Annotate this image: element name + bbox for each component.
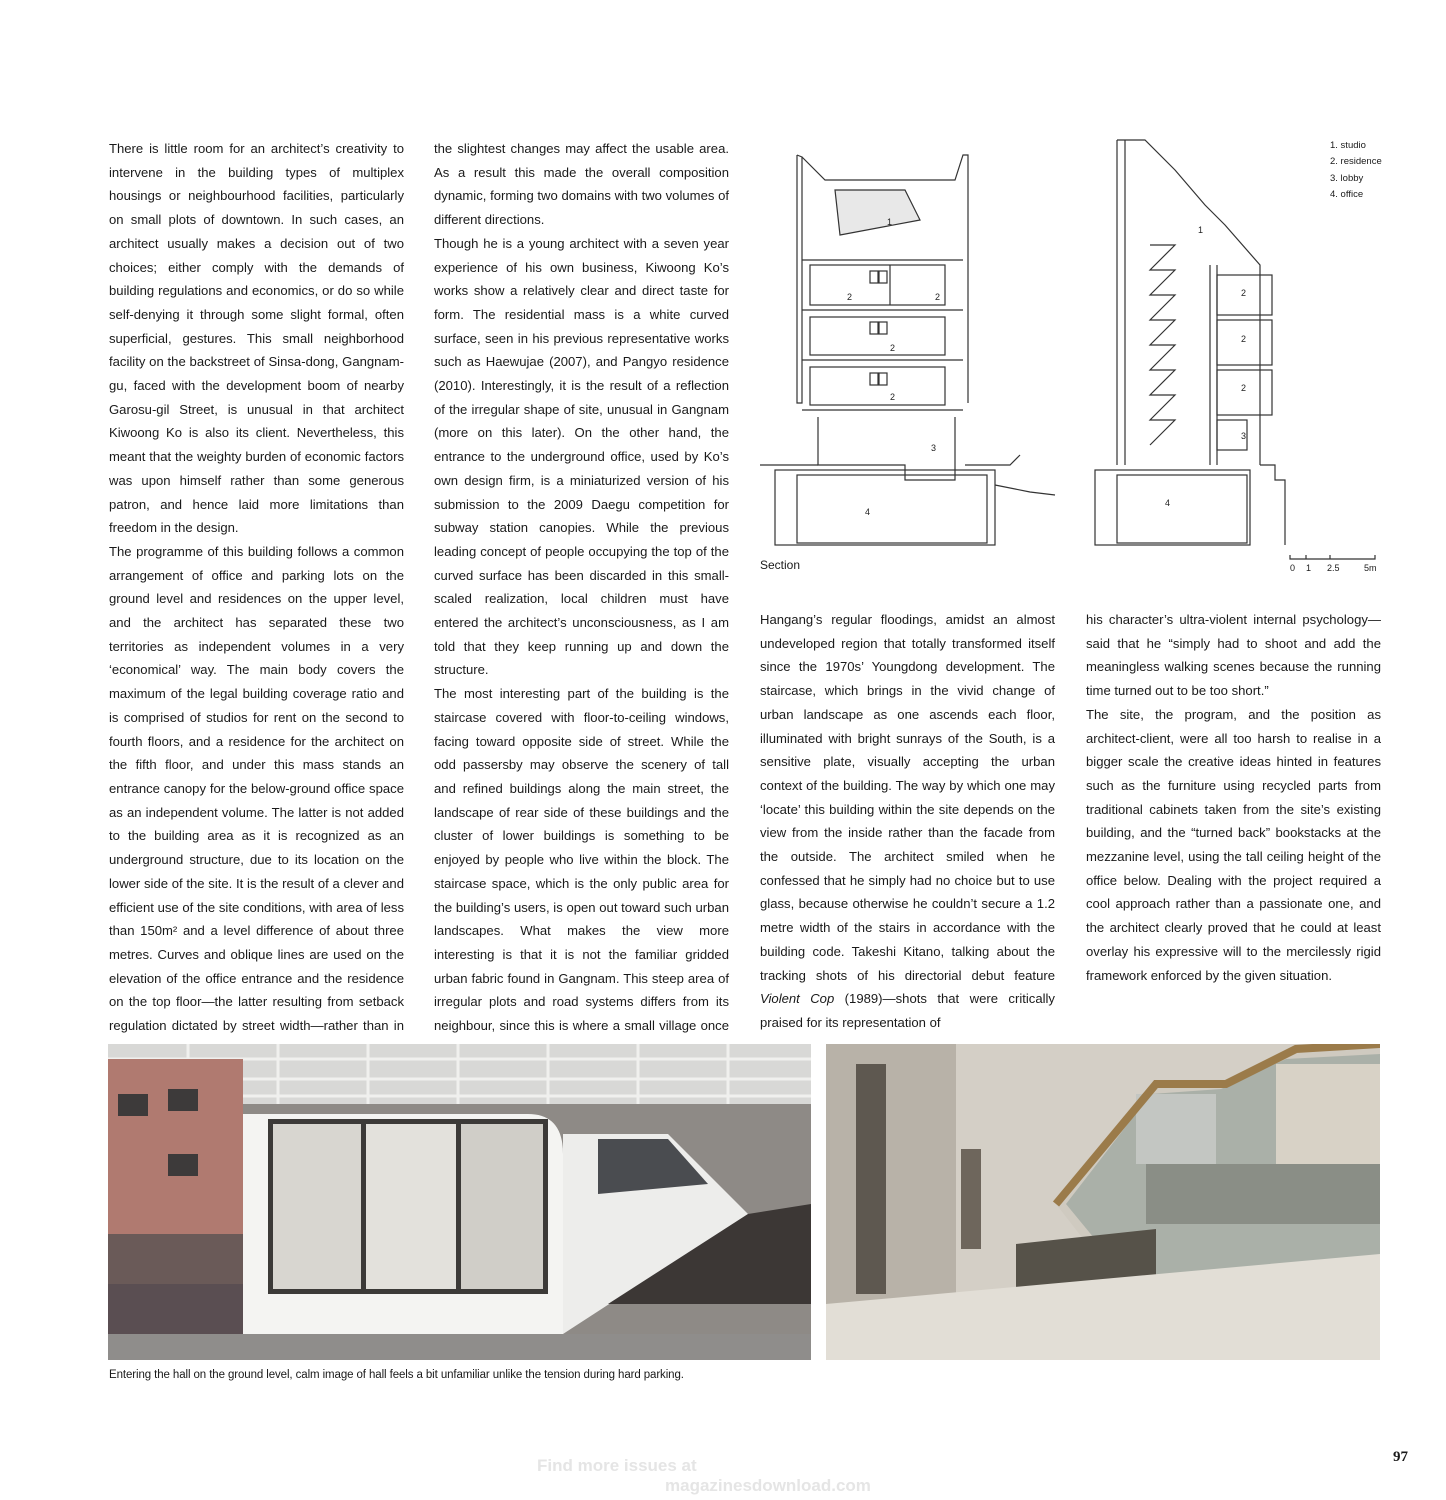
room-label-a-6: 3 bbox=[931, 443, 937, 453]
paragraph: The site, the program, and the position as architect-client, were all too harsh to realise in a bigger scale the creative ideas hinted in features such as the furniture using recycled parts from traditional cabinets taken from the site’s existing building, and the “turned back” bookstacks at the mezzanine level, using the tall ceiling height of the office below. Dealing with the project required a cool approach rather than a passionate one, and the architect clearly proved that he could at least overlay his expressive will to the mercilessly rigid framework enforced by the given situation. bbox=[1086, 706, 1381, 983]
room-label-b-6: 4 bbox=[1165, 498, 1171, 508]
paragraph: There is little room for an architect’s creativity to intervene in the building types of multiplex housings or neighbourhood facilities, particularly on small plots of downtown. In such cases, an architect usually makes a decision out of two choices; either comply with the demands of building regulations and economics, or do so while self-denying it through some slight formal, often superficial, gestures. This small neighborhood facility on the backstreet of Sinsa-dong, Gangnam-gu, faced with the development boom of nearby Garosu-gil Street, is unusual in that architect Kiwoong Ko is also its client. Nevertheless, this meant that the weighty burden of economic factors was upon himself rather than some generous patron, and hence laid more limitations than freedom in the design. bbox=[109, 141, 404, 536]
text-column-2 bbox=[434, 137, 729, 1061]
scale-tick-label: 0 bbox=[1290, 563, 1296, 573]
photo-caption: Entering the hall on the ground level, calm image of hall feels a bit unfamiliar unlike the tension during hard parking. bbox=[109, 1369, 684, 1381]
paragraph: the slightest changes may affect the usable area. As a result this made the overall composition dynamic, forming two domains with two volumes of different directions. bbox=[434, 141, 729, 228]
room-label-a-4: 2 bbox=[890, 343, 896, 353]
room-label-a-1: 1 bbox=[887, 217, 893, 227]
paragraph: The most interesting part of the building is the staircase covered with floor-to-ceiling windows, facing toward opposite side of street. While the odd passersby may observe the scenery of tall and refined buildings along the main street, the landscape of rear side of these buildings and the cluster of lower buildings is something to be enjoyed by people who live within the block. The staircase space, which is the only public area for the building’s users, is open out toward such urban landscapes. What makes the view more interesting is that it is not the familiar gridded urban fabric found in Gangnam. This steep area of irregular plots and road systems differs from its neighbour, since this is where a small village once bbox=[434, 686, 729, 1034]
legend-item: 2. residence bbox=[1330, 156, 1382, 168]
paragraph-text: Hangang’s regular floodings, amidst an almost undeveloped region that totally transformed itself since the 1970s’ Youngdong development. The staircase, which brings in the vivid change of urban landscape as one ascends each floor, illuminated with bright sunrays of the South, is a sensitive plate, visually accepting the urban context of the building. The way by which one may ‘locate’ this building within the site depends on the view from the inside rather than the facade from the outside. The architect smiled when he confessed that he simply had no choice but to use glass, because otherwise he couldn’t secure a 1.2 metre width of the stairs in accordance with the building code. Takeshi Kitano, talking about the tracking shots of his directorial debut feature bbox=[760, 612, 1055, 983]
room-label-b-5: 3 bbox=[1241, 431, 1247, 441]
room-label-a-2: 2 bbox=[847, 292, 853, 302]
scale-tick-label: 2.5 bbox=[1327, 563, 1340, 573]
room-label-a-5: 2 bbox=[890, 392, 896, 402]
legend-item: 1. studio bbox=[1330, 140, 1366, 151]
room-label-b-1: 1 bbox=[1198, 225, 1204, 235]
paragraph: Though he is a young architect with a seven year experience of his own business, Kiwoong Ko’s works show a relatively clear and direct taste for form. The residential mass is a white curved surface, seen in his previous representative works such as Haewujae (2007), and Pangyo residence (2010). Interestingly, it is the result of a reflection of the irregular shape of site, unusual in Gangnam (more on this later). On the other hand, the entrance to the underground office, used by Ko’s own design firm, is a miniaturized version of his submission to the 2009 Daegu competition for subway station canopies. While the previous leading concept of people occupying the top of the curved surface has been discarded in this small-scaled realization, local children must have entered the architect’s unconsciousness, as I am told that they keep running up and down the structure. bbox=[434, 235, 729, 678]
text-column-1 bbox=[109, 137, 404, 1061]
watermark-line-1: Find more issues at bbox=[537, 1456, 697, 1475]
drawing-legend bbox=[1330, 138, 1382, 203]
text-column-4 bbox=[1086, 608, 1381, 987]
legend-item: 4. office bbox=[1330, 188, 1364, 200]
room-label-a-7: 4 bbox=[865, 507, 871, 517]
scale-tick-label: 5m bbox=[1364, 563, 1377, 573]
paragraph bbox=[760, 608, 1055, 1035]
room-label-a-3: 2 bbox=[935, 292, 941, 302]
photo-staircase-window bbox=[826, 1044, 1380, 1360]
room-label-b-2: 2 bbox=[1241, 288, 1247, 298]
paragraph-tail: (1989)—shots that were critically praised for its representation of bbox=[760, 991, 1055, 1030]
watermark bbox=[537, 1456, 871, 1496]
paragraph: his character’s ultra-violent internal psychology—said that he “simply had to shoot and add the meaningless walking scenes because the running time turned out to be too short.” bbox=[1086, 612, 1381, 699]
film-title: Violent Cop bbox=[760, 991, 835, 1007]
text-column-3 bbox=[760, 608, 1055, 1035]
page-number: 97 bbox=[1393, 1449, 1408, 1465]
legend-item: 3. lobby bbox=[1330, 172, 1364, 184]
scale-tick-label: 1 bbox=[1306, 563, 1312, 573]
section-drawing bbox=[755, 135, 1395, 585]
photo-entrance-hall bbox=[108, 1044, 811, 1360]
room-label-b-4: 2 bbox=[1241, 383, 1247, 393]
watermark-line-2: magazinesdownload.com bbox=[665, 1476, 871, 1495]
room-label-b-3: 2 bbox=[1241, 334, 1247, 344]
paragraph: The programme of this building follows a common arrangement of office and parking lots on the ground level and residences on the upper level, and the architect has separated these two territories as independent volumes in a very ‘economical’ way. The main body covers the maximum of the legal building coverage ratio and is comprised of studios for rent on the second to fourth floors, and a residence for the architect on the fifth floor, and under this mass stands an entrance canopy for the below-ground office space as an independent volume. The latter is not added to the building area as it is recognized as an underground structure, due to its location on the lower side of the site. It is the result of a clever and efficient use of the site conditions, with area of less than 150m² and a level difference of about three metres. Curves and oblique lines are used on the elevation of the office entrance and the residence on the top floor—the latter resulting from setback regulation dictated by street width—rather than in bbox=[109, 543, 404, 1034]
drawing-label: Section bbox=[760, 558, 801, 572]
